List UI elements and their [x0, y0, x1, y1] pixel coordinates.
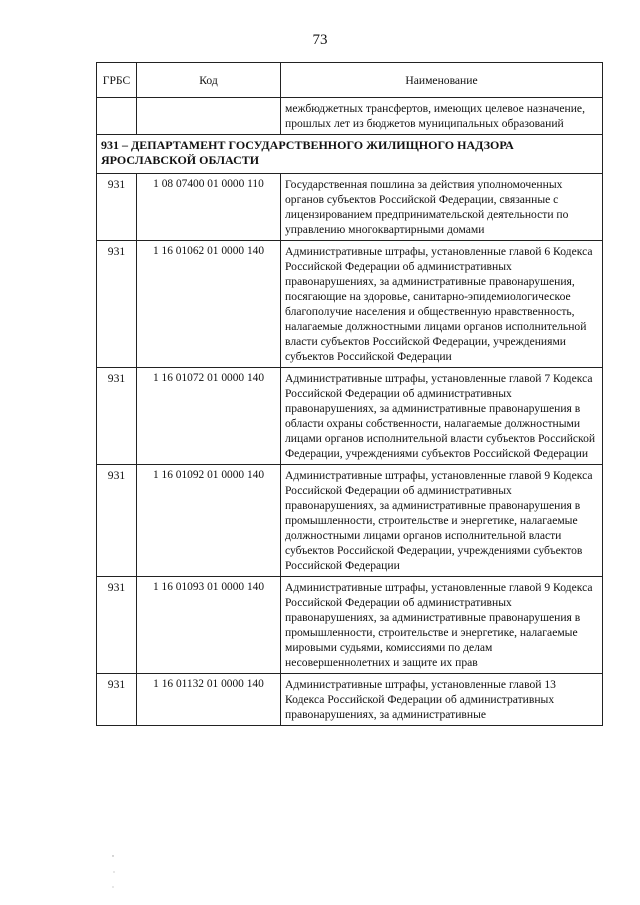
cell-code: 1 16 01072 01 0000 140 — [137, 368, 281, 465]
column-header-grbs: ГРБС — [97, 63, 137, 98]
table-row — [97, 674, 603, 726]
table-row — [97, 577, 603, 674]
table-row — [97, 241, 603, 368]
table-row — [97, 174, 603, 241]
cell-code — [137, 98, 281, 135]
cell-name: Государственная пошлина за действия уполномоченных органов субъектов Российской Федерации, связанные с лицензированием предпринимательской деятельности по управлению многоквартирными домами — [281, 174, 603, 241]
table-row — [97, 465, 603, 577]
cell-code: 1 16 01092 01 0000 140 — [137, 465, 281, 577]
cell-name: Административные штрафы, установленные главой 6 Кодекса Российской Федерации об административных правонарушениях, за административные правонарушения, посягающие на здоровье, санитарно-эпидемиологическое благополучие населения и общественную нравственность, налагаемые должностными лицами органов исполнительной власти субъектов Российской Федерации, учреждениями субъектов Российской Федерации — [281, 241, 603, 368]
cell-name: Административные штрафы, установленные главой 9 Кодекса Российской Федерации об административных правонарушениях, за административные правонарушения в промышленности, строительстве и энергетике, налагаемые мировыми судьями, комиссиями по делам несовершеннолетних и защите их прав — [281, 577, 603, 674]
section-heading-row — [97, 135, 603, 174]
column-header-code: Код — [137, 63, 281, 98]
table-row-continuation — [97, 98, 603, 135]
cell-code: 1 16 01093 01 0000 140 — [137, 577, 281, 674]
cell-grbs: 931 — [97, 465, 137, 577]
cell-name: Административные штрафы, установленные главой 13 Кодекса Российской Федерации об административных правонарушениях, за административные — [281, 674, 603, 726]
cell-grbs — [97, 98, 137, 135]
cell-grbs: 931 — [97, 674, 137, 726]
cell-grbs: 931 — [97, 577, 137, 674]
section-heading: 931 – ДЕПАРТАМЕНТ ГОСУДАРСТВЕННОГО ЖИЛИЩНОГО НАДЗОРА ЯРОСЛАВСКОЙ ОБЛАСТИ — [97, 135, 603, 174]
cell-name: Административные штрафы, установленные главой 7 Кодекса Российской Федерации об административных правонарушениях, за административные правонарушения в области охраны собственности, налагаемые должностными лицами органов исполнительной власти субъектов Российской Федерации, учреждениями субъектов Российской Федерации — [281, 368, 603, 465]
budget-classification-table — [96, 62, 603, 726]
page-number: 73 — [312, 32, 328, 48]
cell-grbs: 931 — [97, 241, 137, 368]
cell-code: 1 08 07400 01 0000 110 — [137, 174, 281, 241]
table-row — [97, 368, 603, 465]
cell-grbs: 931 — [97, 174, 137, 241]
scan-speck-marks — [110, 852, 120, 892]
cell-code: 1 16 01062 01 0000 140 — [137, 241, 281, 368]
table-header-row — [97, 63, 603, 98]
cell-name: межбюджетных трансфертов, имеющих целевое назначение, прошлых лет из бюджетов муниципальных образований — [281, 98, 603, 135]
cell-code: 1 16 01132 01 0000 140 — [137, 674, 281, 726]
cell-grbs: 931 — [97, 368, 137, 465]
cell-name: Административные штрафы, установленные главой 9 Кодекса Российской Федерации об административных правонарушениях, за административные правонарушения в промышленности, строительстве и энергетике, налагаемые должностными лицами органов исполнительной власти субъектов Российской Федерации, учреждениями субъектов Российской Федерации — [281, 465, 603, 577]
column-header-name: Наименование — [281, 63, 603, 98]
